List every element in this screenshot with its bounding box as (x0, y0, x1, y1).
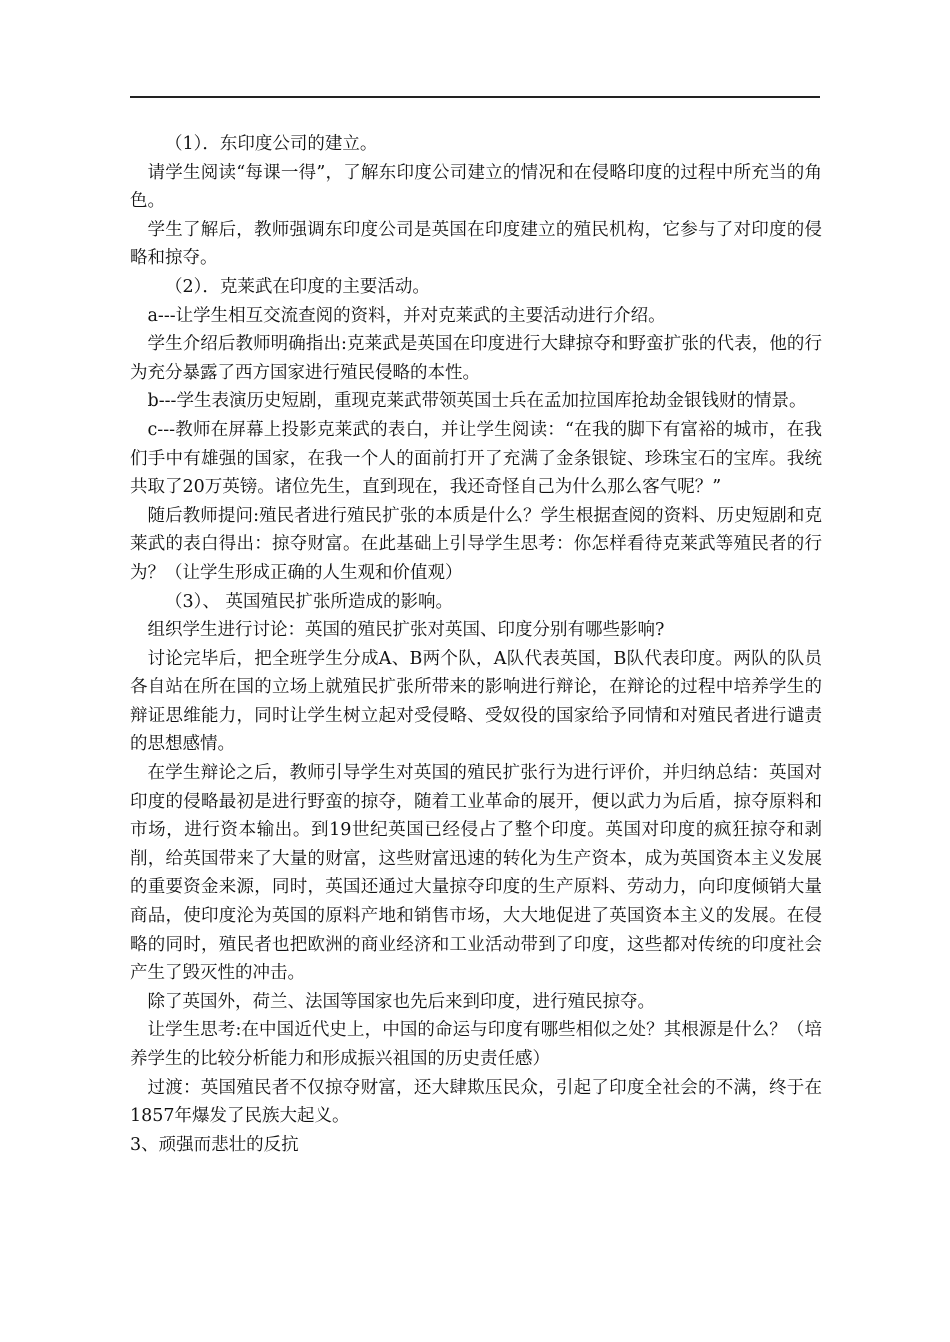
subsection-heading-3: （3）、 英国殖民扩张所造成的影响。 (165, 591, 453, 612)
paragraph: 过渡：英国殖民者不仅掠夺财富，还大肆欺压民众，引起了印度全社会的不满，终于在1857年爆发了民族大起义。 (130, 1077, 822, 1127)
document-body (130, 130, 822, 1159)
paragraph: 讨论完毕后，把全班学生分成A、B两个队，A队代表英国，B队代表印度。两队的队员各自站在所在国的立场上就殖民扩张所带来的影响进行辩论，在辩论的过程中培养学生的辩证思维能力，同时让学生树立起对受侵略、受奴役的国家给予同情和对殖民者进行谴责的思想感情。 (130, 648, 822, 755)
paragraph: 学生介绍后教师明确指出:克莱武是英国在印度进行大肆掠夺和野蛮扩张的代表，他的行为充分暴露了西方国家进行殖民侵略的本性。 (130, 334, 822, 383)
header-rule (130, 96, 820, 98)
paragraph: b---学生表演历史短剧，重现克莱武带领英国士兵在孟加拉国库抢劫金银钱财的情景。 (147, 391, 807, 412)
paragraph: 在学生辩论之后，教师引导学生对英国的殖民扩张行为进行评价，并归纳总结：英国对印度的侵略最初是进行野蛮的掠夺，随着工业革命的展开，便以武力为后盾，掠夺原料和市场，进行资本输出。到19世纪英国已经侵占了整个印度。英国对印度的疯狂掠夺和剥削，给英国带来了大量的财富，这些财富迅速的转化为生产资本，成为英国资本主义发展的重要资金来源，同时，英国还通过大量掠夺印度的生产原料、劳动力，向印度倾销大量商品，使印度沦为英国的原料产地和销售市场，大大地促进了英国资本主义的发展。在侵略的同时，殖民者也把欧洲的商业经济和工业活动带到了印度，这些都对传统的印度社会产生了毁灭性的冲击。 (130, 763, 822, 984)
subsection-heading-2: （2）．克莱武在印度的主要活动。 (165, 276, 430, 297)
paragraph: a---让学生相互交流查阅的资料，并对克莱武的主要活动进行介绍。 (147, 305, 666, 326)
paragraph: 组织学生进行讨论：英国的殖民扩张对英国、印度分别有哪些影响? (147, 620, 665, 641)
paragraph: 随后教师提问:殖民者进行殖民扩张的本质是什么？学生根据查阅的资料、历史短剧和克莱武的表白得出：掠夺财富。在此基础上引导学生思考：你怎样看待克莱武等殖民者的行为？（让学生形成正确的人生观和价值观） (130, 505, 822, 583)
paragraph: 学生了解后，教师强调东印度公司是英国在印度建立的殖民机构，它参与了对印度的侵略和掠夺。 (130, 219, 822, 269)
paragraph: 除了英国外，荷兰、法国等国家也先后来到印度，进行殖民掠夺。 (147, 991, 655, 1012)
paragraph: 请学生阅读“每课一得”，了解东印度公司建立的情况和在侵略印度的过程中所充当的角色。 (130, 162, 822, 212)
subsection-heading-1: （1）．东印度公司的建立。 (165, 134, 378, 154)
section-heading: 3、顽强而悲壮的反抗 (130, 1134, 299, 1155)
paragraph: 让学生思考:在中国近代史上，中国的命运与印度有哪些相似之处？其根源是什么？（培养学生的比较分析能力和形成振兴祖国的历史责任感） (130, 1020, 822, 1069)
paragraph: c---教师在屏幕上投影克莱武的表白，并让学生阅读：“在我的脚下有富裕的城市，在我们手中有雄强的国家，在我一个人的面前打开了充满了金条银锭、珍珠宝石的宝库。我统共取了20万英镑。诸位先生，直到现在，我还奇怪自己为什么那么客气呢？” (130, 419, 822, 498)
